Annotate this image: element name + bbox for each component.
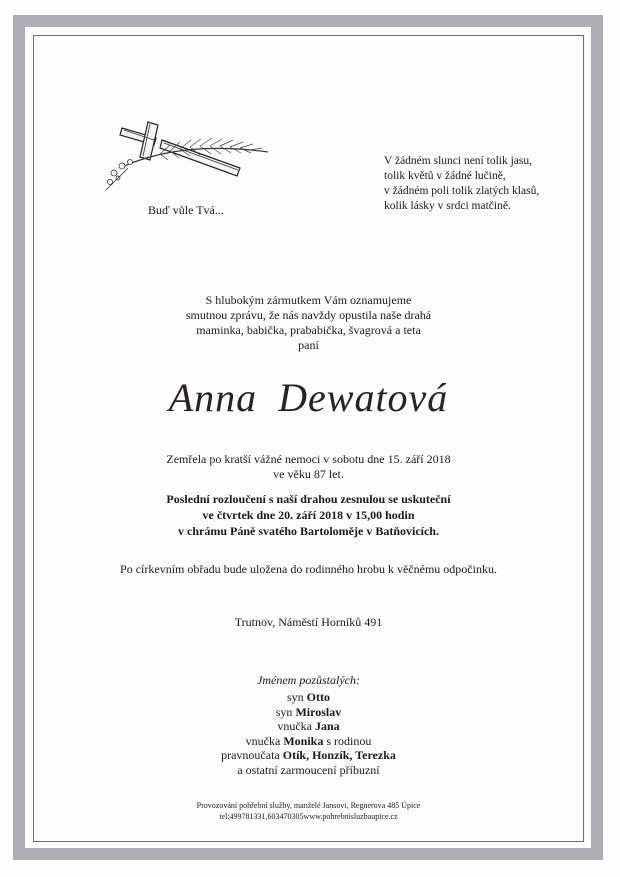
cross-with-palm-icon [100,118,280,198]
family-address: Trutnov, Náměstí Horníků 491 [234,615,383,629]
survivor-line: a ostatní zarmoucení příbuzní [237,762,380,777]
burial-info: Po církevním obřadu bude uložena do rodinného hrobu k věčnému odpočinku. [120,562,497,576]
ceremony-line: ve čtvrtek dne 20. září 2018 v 15,00 hodin [202,508,415,522]
motto-text: Buď vůle Tvá... [148,203,224,217]
poem-line: V žádném slunci není tolik jasu, [384,155,532,167]
footer-line: tel:499781331,603470305www.pohrebnisluzbaupice.cz [219,812,398,821]
survivor-line: pravnoučata Otík, Honzík, Terezka [221,748,396,762]
intro-line: S hlubokým zármutkem Vám oznamujeme [205,293,412,307]
ceremony-line: v chrámu Páně svatého Bartoloměje v Batňovicích. [178,524,439,538]
announcement-intro [33,293,584,353]
poem-line: kolik lásky v srdci matčině. [384,200,511,212]
survivors-list [33,690,584,777]
deceased-name: Anna Dewatová [168,375,449,420]
survivor-line: syn Miroslav [275,704,342,719]
ceremony-info [33,491,584,539]
funeral-service-footer [33,800,584,822]
intro-line: smutnou zprávu, že nás navždy opustila naše drahá [185,308,432,322]
death-info [33,452,584,482]
survivor-line: vnučka Monika s rodinou [245,733,372,748]
survivor-line: syn Otto [287,690,330,704]
death-line: ve věku 87 let. [273,467,344,481]
survivors-title: Jménem pozůstalých: [257,673,360,687]
footer-line: Provozování pohřební služby, manželé Jansovi, Regnerova 485 Úpice [196,801,421,810]
intro-line: paní [298,338,319,352]
death-line: Zemřela po kratší vážné nemoci v sobotu dne 15. září 2018 [166,452,451,466]
poem-line: v žádném poli tolik zlatých klasů, [384,185,540,197]
survivor-line: vnučka Jana [277,719,340,733]
poem-line: tolik květů v žádné lučině, [384,170,506,182]
ceremony-line: Poslední rozloučení s naší drahou zesnulou se uskuteční [166,492,451,506]
poem [384,154,539,214]
intro-line: maminka, babička, prababička, švagrová a teta [196,323,421,337]
